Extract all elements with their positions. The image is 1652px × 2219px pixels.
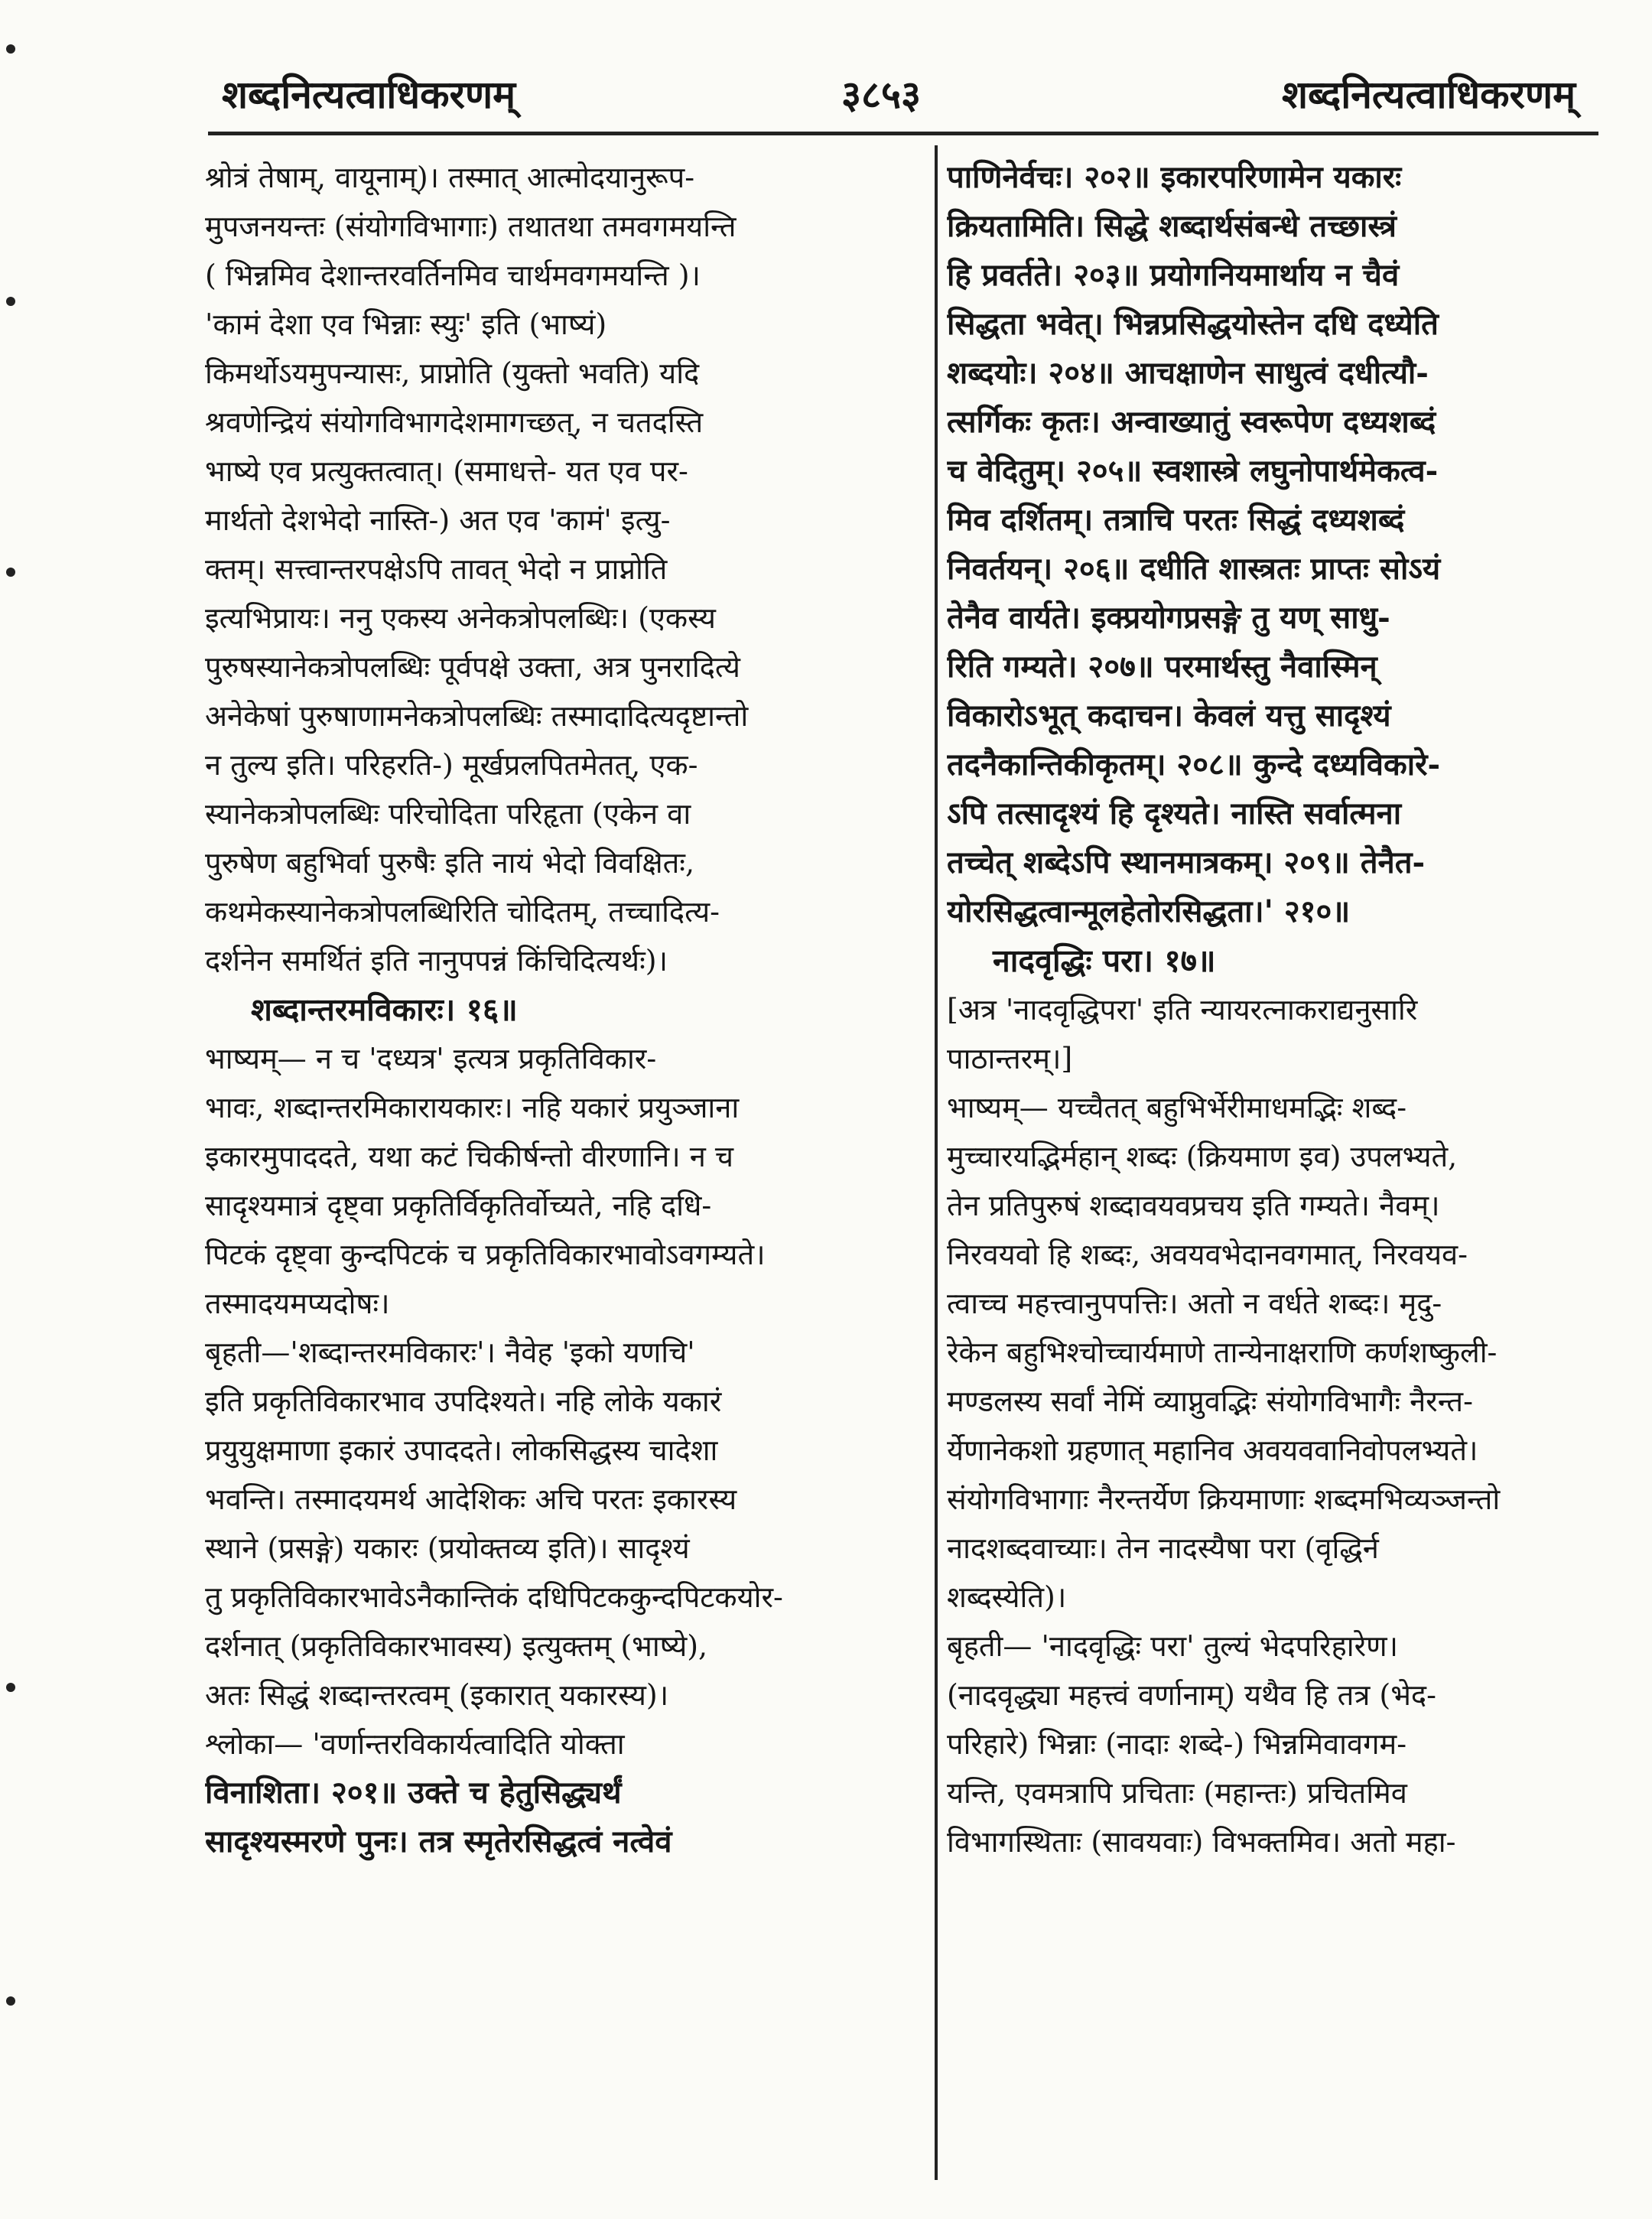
- text-line: क्तम्। सत्त्वान्तरपक्षेऽपि तावत् भेदो न प्राप्नोति: [205, 552, 668, 586]
- text-line: योरसिद्धत्वान्मूलहेतोरसिद्धता।' २१०॥: [947, 893, 1351, 929]
- text-line: इति प्रकृतिविकारभाव उपदिश्यते। नहि लोके यकारं: [205, 1384, 722, 1418]
- text-line: श्रवणेन्द्रियं संयोगविभागदेशमागच्छत्, न चतदस्ति: [205, 405, 704, 439]
- text-line: रेकेन बहुभिश्चोच्चार्यमाणे तान्येनाक्षराणि कर्णशष्कुली-: [947, 1336, 1498, 1369]
- text-line: न तुल्य इति। परिहरति-) मूर्खप्रलपितमेतत्, एक-: [205, 748, 698, 782]
- header-rule: [208, 132, 1598, 135]
- text-line: अनेकेषां पुरुषाणामनेकत्रोपलब्धिः तस्मादादित्यदृष्टान्तो: [205, 699, 749, 733]
- text-line: च वेदितुम्। २०५॥ स्वशास्त्रे लघुनोपार्थमेकत्व-: [947, 453, 1439, 489]
- text-line: दर्शनात् (प्रकृतिविकारभावस्य) इत्युक्तम् (भाष्ये),: [205, 1629, 708, 1663]
- text-line: मार्थतो देशभेदो नास्ति-) अत एव 'कामं' इत्यु-: [205, 503, 671, 537]
- text-line: विभागस्थिताः (सावयवाः) विभक्तमिव। अतो महा-: [947, 1825, 1456, 1859]
- text-line: मिव दर्शितम्। तत्राचि परतः सिद्धं दध्यशब्दं: [947, 502, 1405, 538]
- margin-dot: [6, 568, 15, 577]
- text-line: त्वाच्च महत्त्वानुपपत्तिः। अतो न वर्धते शब्दः। मृदु-: [947, 1287, 1442, 1320]
- page-number: ३८५३: [841, 72, 921, 117]
- text-line: भाष्ये एव प्रत्युक्तत्वात्। (समाधत्ते- यत एव पर-: [205, 454, 688, 488]
- text-line: विकारोऽभूत् कदाचन। केवलं यत्तु सादृश्यं: [947, 698, 1391, 734]
- text-line: ऽपि तत्सादृश्यं हि दृश्यते। नास्ति सर्वात्मना: [947, 796, 1402, 831]
- text-line: तेन प्रतिपुरुषं शब्दावयवप्रचय इति गम्यते। नैवम्।: [947, 1189, 1440, 1222]
- text-line: नादशब्दवाच्याः। तेन नादस्यैषा परा (वृद्धिर्न: [947, 1531, 1379, 1565]
- text-line: तदनैकान्तिकीकृतम्। २०८॥ कुन्दे दध्यविकारे-: [947, 747, 1441, 783]
- text-line: श्रोत्रं तेषाम्, वायूनाम्)। तस्मात् आत्मोदयानुरूप-: [205, 161, 695, 194]
- text-line: सादृश्यस्मरणे पुनः। तत्र स्मृतेरसिद्धत्वं नत्वेवं: [205, 1824, 672, 1859]
- text-line: संयोगविभागाः नैरन्तर्येण क्रियमाणाः शब्दमभिव्यञ्जन्तो: [947, 1482, 1501, 1516]
- running-header: [0, 67, 1652, 121]
- header-right-title: शब्दनित्यत्वाधिकरणम्: [1282, 72, 1576, 117]
- text-line: भाष्यम्— न च 'दध्यत्र' इत्यत्र प्रकृतिविकार-: [205, 1042, 657, 1075]
- text-line: तस्मादयमप्यदोषः।: [205, 1287, 390, 1320]
- text-line: पाणिनेर्वचः। २०२॥ इकारपरिणामेन यकारः: [947, 159, 1402, 195]
- text-line: रिति गम्यते। २०७॥ परमार्थस्तु नैवास्मिन्: [947, 649, 1377, 685]
- text-line: त्सर्गिकः कृतः। अन्वाख्यातुं स्वरूपेण दध्यशब्दं: [947, 404, 1436, 440]
- text-line: 'कामं देशा एव भिन्नाः स्युः' इति (भाष्यं): [205, 307, 607, 341]
- text-line: मण्डलस्य सर्वां नेमिं व्याप्नुवद्भिः संयोगविभागैः नैरन्त-: [947, 1384, 1473, 1418]
- text-line: भवन्ति। तस्मादयमर्थ आदेशिकः अचि परतः इकारस्य: [205, 1482, 737, 1516]
- text-line: यन्ति, एवमत्रापि प्रचिताः (महान्तः) प्रचितमिव: [947, 1776, 1407, 1810]
- text-line: तेनैव वार्यते। इक्प्रयोगप्रसङ्गे तु यण् साधु-: [947, 600, 1390, 636]
- text-line: तु प्रकृतिविकारभावेऽनैकान्तिकं दधिपिटककुन्दपिटकयोर-: [205, 1580, 783, 1614]
- text-line: ( भिन्नमिव देशान्तरवर्तिनमिव चार्थमवगमयन्ति )।: [205, 259, 701, 292]
- text-line: बृहती—'शब्दान्तरमविकारः'। नैवेह 'इको यणचि': [205, 1336, 695, 1369]
- text-line: मुपजनयन्तः (संयोगविभागाः) तथातथा तमवगमयन्ति: [205, 210, 737, 243]
- text-line: विनाशिता। २०१॥ उक्ते च हेतुसिद्ध्यर्थं: [205, 1775, 622, 1811]
- text-line: भाष्यम्— यच्चैतत् बहुभिर्भेरीमाधमद्भिः शब्द-: [947, 1091, 1407, 1124]
- text-line: श्लोका— 'वर्णान्तरविकार्यत्वादिति योक्ता: [205, 1727, 625, 1761]
- text-line: र्येणानेकशो ग्रहणात् महानिव अवयववानिवोपलभ्यते।: [947, 1433, 1478, 1467]
- text-line: इत्यभिप्रायः। ननु एकस्य अनेकत्रोपलब्धिः। (एकस्य: [205, 601, 716, 635]
- text-line: परिहारे) भिन्नाः (नादाः शब्दे-) भिन्नमिवावगम-: [947, 1727, 1407, 1761]
- text-line: (नादवृद्ध्या महत्त्वं वर्णानाम्) यथैव हि तत्र (भेद-: [947, 1678, 1436, 1712]
- text-line: क्रियतामिति। सिद्धे शब्दार्थसंबन्धे तच्छास्त्रं: [947, 208, 1397, 244]
- text-line: पिटकं दृष्ट्वा कुन्दपिटकं च प्रकृतिविकारभावोऽवगम्यते।: [205, 1238, 766, 1271]
- margin-dot: [6, 1683, 15, 1692]
- text-line: शब्दयोः। २०४॥ आचक्षाणेन साधुत्वं दधीत्यौ-: [947, 355, 1429, 391]
- text-line: सादृश्यमात्रं दृष्ट्वा प्रकृतिर्विकृतिर्वोच्यते, नहि दधि-: [205, 1189, 712, 1222]
- text-line: निरवयवो हि शब्दः, अवयवभेदानवगमात्, निरवयव-: [947, 1238, 1468, 1271]
- header-left-title: शब्दनित्यत्वाधिकरणम्: [222, 72, 515, 117]
- text-line: शब्दस्येति)।: [947, 1580, 1067, 1614]
- text-line: पुरुषेण बहुभिर्वा पुरुषैः इति नायं भेदो विवक्षितः,: [205, 846, 695, 880]
- text-line: भावः, शब्दान्तरमिकारायकारः। नहि यकारं प्रयुञ्जाना: [205, 1091, 740, 1124]
- margin-dot: [6, 44, 15, 54]
- text-line: किमर्थोऽयमुपन्यासः, प्राप्नोति (युक्तो भवति) यदि: [205, 356, 700, 390]
- text-line: प्रयुयुक्षमाणा इकारं उपाददते। लोकसिद्धस्य चादेशा: [205, 1433, 718, 1467]
- right-column: [947, 153, 1605, 1866]
- text-line: तच्चेत् शब्देऽपि स्थानमात्रकम्। २०९॥ तेनैत-: [947, 844, 1426, 880]
- text-line: दर्शनेन समर्थितं इति नानुपपन्नं किंचिदित्यर्थः)।: [205, 944, 668, 978]
- text-line: निवर्तयन्। २०६॥ दधीति शास्त्रतः प्राप्तः सोऽयं: [947, 551, 1441, 587]
- text-line: पुरुषस्यानेकत्रोपलब्धिः पूर्वपक्षे उक्ता, अत्र पुनरादित्ये: [205, 650, 740, 684]
- text-line: कथमेकस्यानेकत्रोपलब्धिरिति चोदितम्, तच्चादित्य-: [205, 895, 720, 929]
- text-line: नादवृद्धिः परा। १७॥: [993, 942, 1216, 979]
- text-line: [अत्र 'नादवृद्धिपरा' इति न्यायरत्नाकराद्यनुसारि: [947, 993, 1418, 1027]
- text-line: सिद्धता भवेत्। भिन्नप्रसिद्धयोस्तेन दधि दध्येति: [947, 306, 1439, 342]
- text-line: मुच्चारयद्भिर्महान् शब्दः (क्रियमाण इव) उपलभ्यते,: [947, 1140, 1458, 1173]
- text-line: स्थाने (प्रसङ्गे) यकारः (प्रयोक्तव्य इति)। सादृश्यं: [205, 1531, 690, 1565]
- margin-dot: [6, 1996, 15, 2006]
- margin-dot: [6, 297, 15, 306]
- text-line: अतः सिद्धं शब्दान्तरत्वम् (इकारात् यकारस्य)।: [205, 1678, 669, 1712]
- text-line: बृहती— 'नादवृद्धिः परा' तुल्यं भेदपरिहारेण।: [947, 1629, 1399, 1663]
- column-divider: [935, 145, 938, 2180]
- text-line: हि प्रवर्तते। २०३॥ प्रयोगनियमार्थाय न चैवं: [947, 257, 1400, 293]
- text-line: पाठान्तरम्।]: [947, 1042, 1073, 1075]
- text-line: शब्दान्तरमविकारः। १६॥: [251, 991, 518, 1028]
- left-column: [205, 153, 915, 1866]
- text-line: स्यानेकत्रोपलब्धिः परिचोदिता परिहृता (एकेन वा: [205, 797, 691, 831]
- text-line: इकारमुपाददते, यथा कटं चिकीर्षन्तो वीरणानि। न च: [205, 1140, 733, 1173]
